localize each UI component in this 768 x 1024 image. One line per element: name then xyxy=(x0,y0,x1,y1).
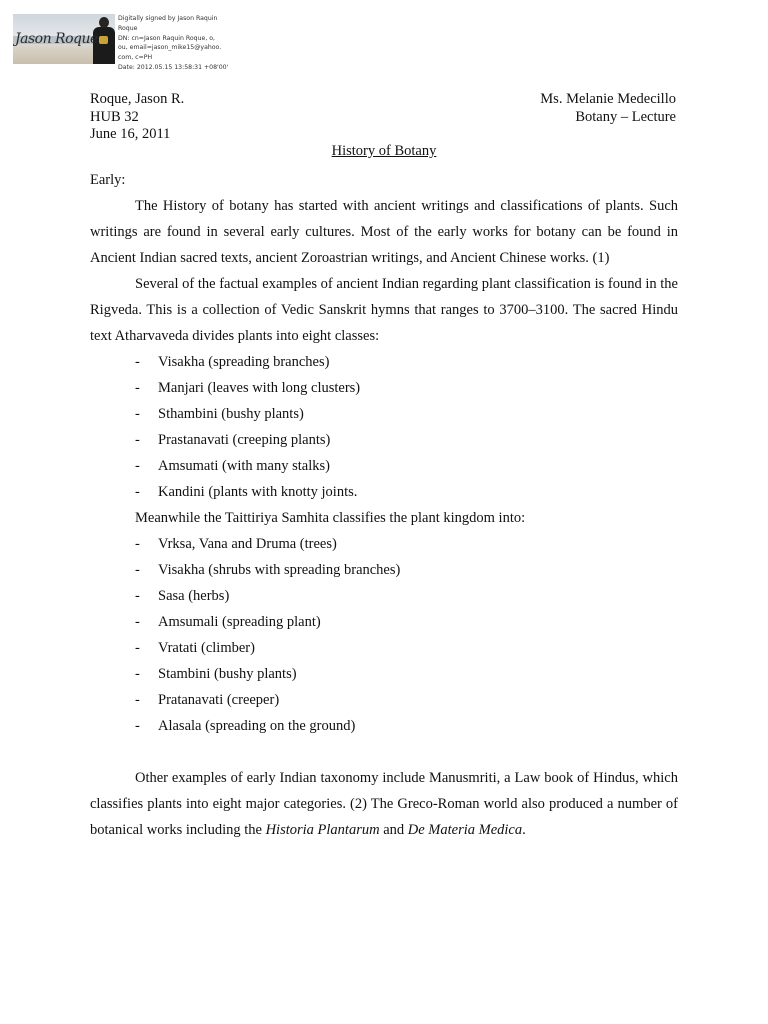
list-marker: - xyxy=(135,718,140,734)
atharvaveda-list xyxy=(90,349,678,505)
list-marker: - xyxy=(135,536,140,552)
work-title: De Materia Medica xyxy=(407,822,523,838)
list-item: - Pratanavati (creeper) xyxy=(90,687,678,713)
list-marker: - xyxy=(135,458,140,474)
digital-signature-details xyxy=(118,14,228,73)
list-item: - Manjari (leaves with long clusters) xyxy=(90,375,678,401)
section-heading: Early: xyxy=(90,172,126,188)
signature-line: Date: 2012.05.15 13:58:31 +08'00' xyxy=(118,63,229,71)
signature-line: com, c=PH xyxy=(118,54,153,62)
list-item: - Prastanavati (creeping plants) xyxy=(90,427,678,453)
signature-photo xyxy=(13,14,115,64)
signature-line: ou, email=jason_mike15@yahoo. xyxy=(118,44,222,52)
student-name: Roque, Jason R. xyxy=(90,91,185,107)
instructor-info xyxy=(540,91,676,126)
list-item: - Amsumali (spreading plant) xyxy=(90,609,678,635)
list-item: - Visakha (spreading branches) xyxy=(90,349,678,375)
signature-line: Digitally signed by Jason Raquin xyxy=(118,15,218,22)
paragraph-gap xyxy=(90,739,678,765)
document-body xyxy=(90,167,678,843)
list-marker: - xyxy=(135,692,140,708)
paragraph: Meanwhile the Taittiriya Samhita classifies the plant kingdom into: xyxy=(135,510,526,526)
list-item: - Visakha (shrubs with spreading branches) xyxy=(90,557,678,583)
list-item: - Kandini (plants with knotty joints. xyxy=(90,479,678,505)
signature-line: DN: cn=Jason Raquin Roque, o, xyxy=(118,34,216,42)
signature-line: Roque xyxy=(118,24,138,32)
list-item: - Amsumati (with many stalks) xyxy=(90,453,678,479)
student-info xyxy=(90,91,184,144)
list-marker: - xyxy=(135,406,140,422)
document-title: History of Botany xyxy=(331,143,437,159)
list-item: - Sasa (herbs) xyxy=(90,583,678,609)
paragraph: The History of botany has started with ancient writings and classifications of plants. Such writings are found in several early cultures. Most of the early works for botany can be found in Ancient Indian sacred texts, ancient Zoroastrian writings, and Ancient Chinese works. (1) xyxy=(90,198,678,266)
document-date: June 16, 2011 xyxy=(90,126,171,142)
list-marker: - xyxy=(135,588,140,604)
photo-person-head xyxy=(99,17,109,28)
instructor-name: Ms. Melanie Medecillo xyxy=(540,91,676,107)
subject-name: Botany – Lecture xyxy=(575,108,676,125)
list-item: - Sthambini (bushy plants) xyxy=(90,401,678,427)
list-item: - Vratati (climber) xyxy=(90,635,678,661)
list-marker: - xyxy=(135,484,140,500)
list-marker: - xyxy=(135,354,140,370)
list-marker: - xyxy=(135,640,140,656)
list-marker: - xyxy=(135,380,140,396)
list-marker: - xyxy=(135,666,140,682)
list-item: - Stambini (bushy plants) xyxy=(90,661,678,687)
handwritten-signature: Jason Roque xyxy=(15,31,98,47)
photo-shirt-print xyxy=(99,36,108,44)
paragraph: Several of the factual examples of ancient Indian regarding plant classification is found in the Rigveda. This is a collection of Vedic Sanskrit hymns that ranges to 3700–3100. The sacred Hindu text Atharvaveda divides plants into eight classes: xyxy=(90,276,678,344)
list-marker: - xyxy=(135,614,140,630)
work-title: Historia Plantarum xyxy=(265,822,380,838)
course-code: HUB 32 xyxy=(90,108,139,125)
list-marker: - xyxy=(135,432,140,448)
list-item: - Vrksa, Vana and Druma (trees) xyxy=(90,531,678,557)
list-item: - Alasala (spreading on the ground) xyxy=(90,713,678,739)
taittiriya-list xyxy=(90,531,678,739)
paragraph: Other examples of early Indian taxonomy include Manusmriti, a Law book of Hindus, which classifies plants into eight major categories. (2) The Greco-Roman world also produced a number of botanical works including the Historia Plantarum and De Materia Medica. xyxy=(90,770,678,838)
list-marker: - xyxy=(135,562,140,578)
